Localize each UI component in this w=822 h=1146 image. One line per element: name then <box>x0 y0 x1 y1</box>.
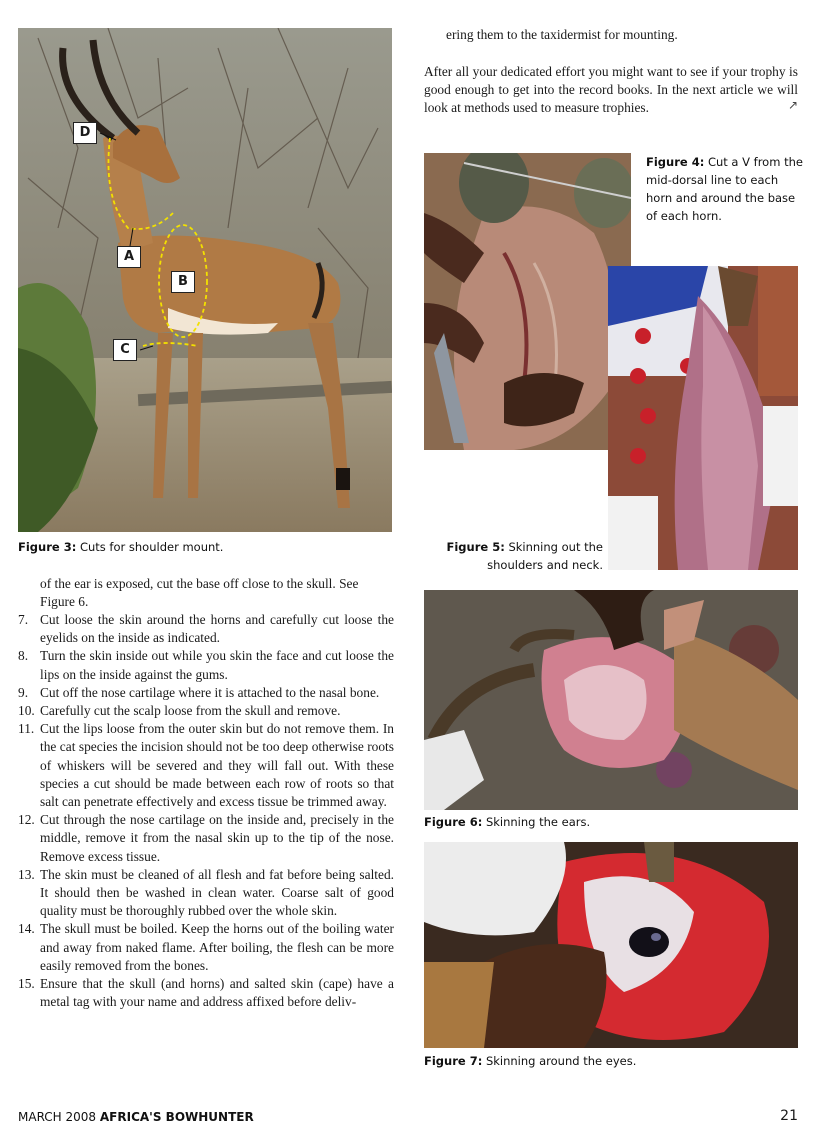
right-paragraph: After all your dedicated effort you might want to see if your trophy is good enough to get into the record books. In the next article we will look at methods used to measure trophies. <box>424 64 798 116</box>
list-item <box>18 647 394 683</box>
cursor-icon: ↗ <box>788 98 799 112</box>
steps-list <box>18 611 394 1011</box>
step-text: Cut loose the skin around the horns and carefully cut loose the eyelids on the inside as indicated. <box>40 612 394 646</box>
footer-date: MARCH 2008 <box>18 1110 97 1124</box>
figure7-caption <box>424 1052 798 1070</box>
step-number: 13. <box>18 866 35 882</box>
figure4-photo <box>424 153 631 450</box>
step-text: The skull must be boiled. Keep the horns out of the boiling water and away from naked flame. After boiling, the flesh can be more easily removed from the bones. <box>40 921 394 973</box>
figure5-caption <box>440 538 603 574</box>
figure3-marker-c: C <box>113 339 137 361</box>
figure5-caption-text: Skinning out the shoulders and neck. <box>487 540 603 572</box>
step-text: Ensure that the skull (and horns) and salted skin (cape) have a metal tag with your name and address affixed before deliv- <box>40 976 394 1010</box>
figure3-caption <box>18 538 398 556</box>
step-number: 12. <box>18 812 35 828</box>
step-number: 11. <box>18 721 35 737</box>
figure5-caption-label: Figure 5: <box>446 540 505 554</box>
step-text: Cut the lips loose from the outer skin but do not remove them. In the cat species the incision should not be too deep otherwise roots of whiskers will be severed and they will fall out. With these species a cut should be made between each row of roots so that salt can penetrate effectively and excess tissue be trimmed away. <box>40 721 394 810</box>
list-item <box>18 684 394 702</box>
list-item <box>18 920 394 975</box>
figure3-caption-label: Figure 3: <box>18 540 77 554</box>
list-item <box>18 811 394 866</box>
step-number: 15. <box>18 976 35 992</box>
figure4-caption-label: Figure 4: <box>646 155 705 169</box>
list-item <box>18 866 394 921</box>
page-footer <box>18 1110 254 1124</box>
step-text: Cut off the nose cartilage where it is attached to the nasal bone. <box>40 684 380 700</box>
step-number: 14. <box>18 921 35 937</box>
figure6-photo <box>424 590 798 810</box>
figure5-photo <box>608 266 798 570</box>
step-number: 9. <box>18 684 29 700</box>
step-number: 8. <box>18 648 29 664</box>
figure7-caption-label: Figure 7: <box>424 1054 483 1068</box>
step-text: Turn the skin inside out while you skin the face and cut loose the lips on the inside against the gums. <box>40 648 394 682</box>
list-item <box>18 611 394 647</box>
figure3-marker-b: B <box>171 271 195 293</box>
step-text: Cut through the nose cartilage on the inside and, precisely in the middle, remove it from the nasal skin up to the tip of the nose. Remove excess tissue. <box>40 812 394 864</box>
right-continuation: ering them to the taxidermist for mounting. <box>446 27 678 42</box>
figure7-photo <box>424 842 798 1048</box>
list-item <box>18 702 394 720</box>
page-number: 21 <box>780 1108 798 1124</box>
figure3-marker-d: D <box>73 122 97 144</box>
figure4-caption-text: Cut a V from the mid-dorsal line to each horn and around the base of each horn. <box>646 155 803 223</box>
figure3-photo <box>18 28 392 532</box>
step-text: Carefully cut the scalp loose from the skull and remove. <box>40 703 341 719</box>
figure3-marker-a: A <box>117 246 141 268</box>
figure6-caption-text: Skinning the ears. <box>485 815 591 829</box>
step-number: 10. <box>18 703 35 719</box>
step-text: The skin must be cleaned of all flesh and fat before being salted. It should then be washed in clean water. Coarse salt of good quality must be thoroughly rubbed over the whole skin. <box>40 866 394 919</box>
figure6-caption-label: Figure 6: <box>424 815 483 829</box>
figure3-caption-text: Cuts for shoulder mount. <box>79 540 224 554</box>
step-number: 7. <box>18 612 29 627</box>
figure7-caption-text: Skinning around the eyes. <box>485 1054 637 1068</box>
list-item <box>18 720 394 811</box>
figure6-caption <box>424 813 798 831</box>
figure4-caption <box>646 153 806 225</box>
left-continuation: of the ear is exposed, cut the base off close to the skull. See Figure 6. <box>40 576 359 610</box>
list-item <box>18 975 394 1011</box>
footer-magazine: AFRICA'S BOWHUNTER <box>99 1110 254 1124</box>
